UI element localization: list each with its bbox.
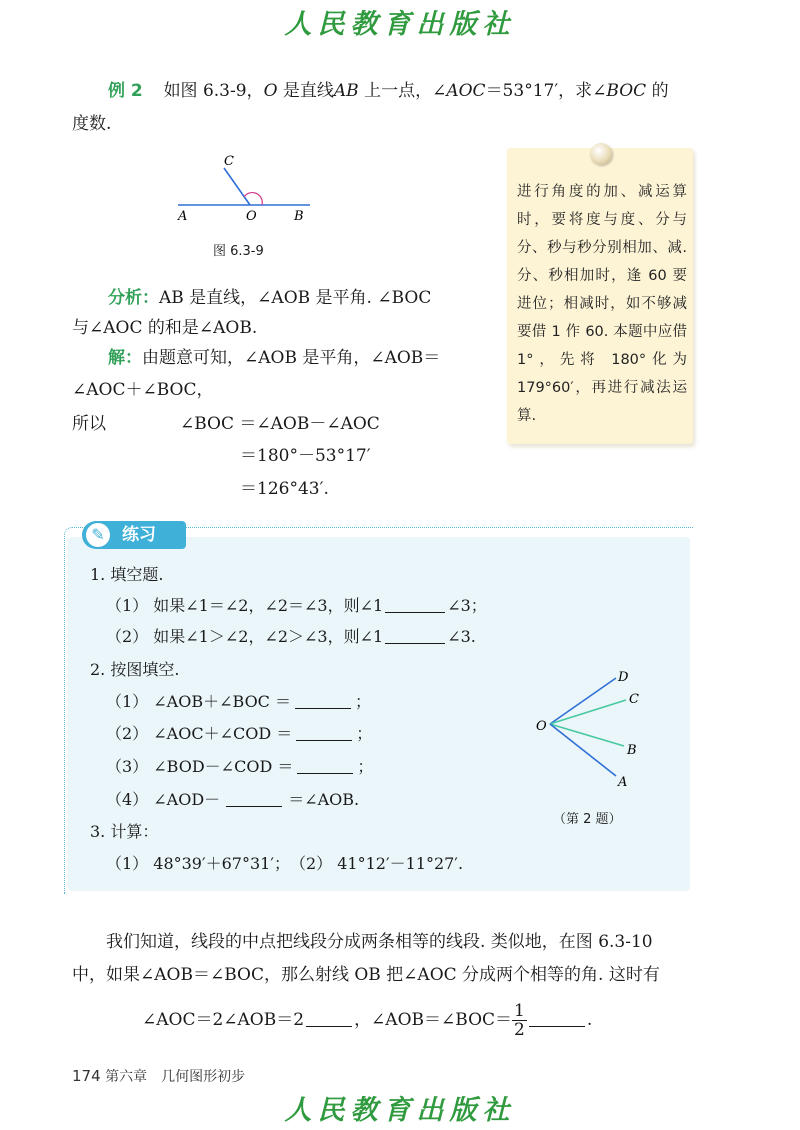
publisher-footer: 人民教育出版社 [284, 1095, 516, 1126]
q2-4-text-b: ＝∠AOB. [288, 790, 360, 809]
label-o: O [246, 209, 257, 224]
q2-1-blank[interactable] [295, 692, 351, 709]
q1-item-1 [106, 594, 487, 618]
figure-caption-q2: （第 2 题） [553, 812, 622, 827]
q2-1-text: （1） ∠AOB＋∠BOC ＝ [106, 692, 292, 711]
formula-blank-1[interactable] [306, 1010, 352, 1027]
q2-2-end: ； [356, 724, 373, 743]
q2-4-blank[interactable] [226, 790, 282, 807]
ray-oc [224, 168, 250, 205]
q2-2-text: （2） ∠AOC＋∠COD ＝ [106, 724, 293, 743]
example-text-a: 如图 6.3-9， [163, 81, 264, 101]
solution-text-1: 由题意可知，∠AOB 是平角，∠AOB＝ [142, 348, 441, 368]
analysis-line-1 [108, 286, 431, 310]
solution-step-1: ∠BOC ＝∠AOB－∠AOC [180, 414, 380, 434]
solution-label: 解： [108, 348, 142, 368]
example-line-2: 度数. [72, 114, 112, 134]
pin-icon [590, 143, 612, 165]
analysis-text-1: AB 是直线，∠AOB 是平角. ∠BOC [159, 288, 432, 308]
q1-2-text-b: ∠3. [447, 627, 476, 646]
q2-3-end: ； [357, 757, 374, 776]
figure-caption-6-3-9: 图 6.3-9 [213, 244, 264, 259]
q2-item-1 [106, 690, 371, 714]
example-point-o: O [263, 81, 278, 101]
q1-2-text-a: （2） 如果∠1＞∠2，∠2＞∠3，则∠1 [106, 627, 384, 646]
fraction-numerator: 1 [514, 1001, 525, 1021]
q2-3-blank[interactable] [297, 757, 353, 774]
formula-part-a: ∠AOC＝2∠AOB＝2 [142, 1010, 305, 1030]
fig2-label-b: B [627, 743, 637, 758]
example-text-b: 是直线 [277, 81, 334, 101]
example-angle-aoc: ∠AOC [432, 81, 486, 101]
q2-item-4 [106, 788, 359, 812]
page-number: 174 [72, 1067, 101, 1085]
ray-oc [550, 700, 626, 724]
formula-part-b: ，∠AOB＝∠BOC＝ [354, 1010, 513, 1030]
analysis-label: 分析： [108, 288, 159, 308]
label-a: A [178, 209, 188, 224]
q2-item-2 [106, 722, 372, 746]
ray-ob [550, 724, 624, 746]
q1-1-text-b: ∠3； [447, 596, 487, 615]
fig2-label-d: D [618, 670, 629, 685]
page-footer [72, 1066, 245, 1086]
figure-question-2 [530, 664, 650, 794]
label-c: C [224, 154, 234, 169]
solution-step-3: ＝126°43′. [240, 479, 329, 499]
solution-so: 所以 [72, 414, 106, 434]
formula-end: . [586, 1010, 593, 1030]
q1-title: 1. 填空题. [90, 565, 164, 584]
q1-1-blank[interactable] [385, 596, 445, 613]
q2-title: 2. 按图填空. [90, 660, 180, 679]
formula-blank-2[interactable] [529, 1010, 585, 1027]
q2-item-3 [106, 755, 373, 779]
ray-od [550, 678, 616, 724]
pencil-icon: ✎ [86, 523, 110, 547]
fraction-denominator: 2 [514, 1020, 525, 1040]
ray-oa [550, 724, 616, 776]
solution-line-2: ∠AOC＋∠BOC， [72, 380, 214, 400]
angle-arc-boc [244, 193, 262, 205]
q2-2-blank[interactable] [296, 724, 352, 741]
analysis-line-2: 与∠AOC 的和是∠AOB. [72, 318, 258, 338]
example-text-end: 的 [646, 81, 669, 101]
fig2-label-a: A [618, 775, 628, 790]
body-line-2: 中，如果∠AOB＝∠BOC，那么射线 OB 把∠AOC 分成两个相等的角. 这时有 [72, 965, 660, 985]
chapter-title: 第六章 几何图形初步 [105, 1069, 246, 1085]
fig2-label-c: C [629, 692, 639, 707]
fig2-label-o: O [536, 719, 547, 734]
q2-3-text: （3） ∠BOD－∠COD ＝ [106, 757, 294, 776]
body-line-1: 我们知道，线段的中点把线段分成两条相等的线段. 类似地，在图 6.3-10 [106, 932, 653, 952]
example-value: ＝53°17′，求 [485, 81, 593, 101]
example-angle-boc: ∠BOC [592, 81, 647, 101]
exercise-title: 练习 [122, 525, 156, 545]
q1-2-blank[interactable] [385, 627, 445, 644]
example-label: 例 2 [108, 81, 143, 101]
q3-items: （1） 48°39′＋67°31′； （2） 41°12′－11°27′. [106, 854, 464, 873]
example-line-1 [108, 79, 669, 103]
example-line-ab: AB [333, 81, 359, 101]
figure-6-3-9 [170, 150, 330, 230]
solution-step-2: ＝180°－53°17′ [240, 446, 371, 466]
formula-fraction [512, 1002, 527, 1039]
q2-1-end: ； [355, 692, 372, 711]
publisher-header: 人民教育出版社 [284, 9, 516, 40]
q1-1-text-a: （1） 如果∠1＝∠2，∠2＝∠3，则∠1 [106, 596, 384, 615]
side-note-text: 进行角度的加、减运算时，要将度与度、分与分、秒与秒分别相加、减. 分、秒相加时，逢 60 要进位；相减时，如不够减要借 1 作 60. 本题中应借 1°，先将 180°化为 179°60′，再进行减法运算. [517, 184, 687, 424]
q3-title: 3. 计算： [90, 822, 159, 841]
solution-line-1 [108, 346, 440, 370]
label-b: B [294, 209, 304, 224]
q2-4-text-a: （4） ∠AOD－ [106, 790, 221, 809]
example-text-c: 上一点， [358, 81, 433, 101]
body-formula [142, 1000, 592, 1040]
q1-item-2 [106, 625, 476, 649]
